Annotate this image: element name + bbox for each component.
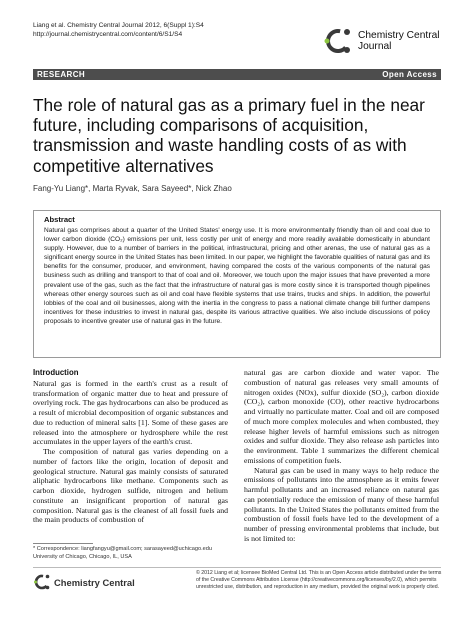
publisher-logo[interactable] xyxy=(33,573,135,591)
body-column-right xyxy=(244,368,439,544)
logo-text-line1: Chemistry Central xyxy=(358,30,440,41)
section-heading-introduction: Introduction xyxy=(33,368,79,377)
citation-url[interactable]: http://journal.chemistrycentral.com/content/6/S1/S4 xyxy=(33,31,183,39)
publisher-name: Chemistry Central xyxy=(54,576,135,588)
body-paragraph: The composition of natural gas varies depending on a number of factors like the origin, location of deposit and geological structure. Natural gas mainly consists of saturated aliphatic hydrocarbons like methane. Components such as carbon dioxide, hydrogen sulfide, nitrogen and helium constitute an insignificant proportion of natural gas composition. Natural gas is the cleanest of all fossil fuels and the main products of combustion of xyxy=(33,447,228,525)
open-access-label: Open Access xyxy=(382,70,437,79)
body-paragraph: natural gas are carbon dioxide and water vapor. The combustion of natural gas releases very small amounts of nitrogen oxides (NOx), sulfur dioxide (SO₂), carbon dioxide (CO₂), carbon monoxide (CO), other reactive hydrocarbons and virtually no particulate matter. Coal and oil are composed of much more complex molecules and when combusted, they release higher levels of harmful emissions such as nitrogen oxides and sulfur dioxide. They also release ash particles into the environment. Table 1 summarizes the different chemical emissions of competition fuels. xyxy=(244,368,439,465)
body-column-left xyxy=(33,368,228,525)
abstract-text: Natural gas comprises about a quarter of the United States' energy use. It is more environmentally friendly than oil and coal due to lower carbon dioxide (CO₂) emissions per unit, less costly per unit of energy and more readily available domestically in abundant supply. However, due to a number of barriers in the political, infrastructural, pricing and other arenas, the use of natural gas as a significant energy source in the United States has been limited. In our paper, we highlight the favorable qualities of natural gas and its benefits for the consumer, producer, and environment, having compared the costs of the various components of the natural gas business such as drilling and transport to that of coal and oil. Moreover, we touch upon the major issues that have prevented a more prevalent use of the gas, such as the fact that the infrastructure of natural gas is more costly since it is transported though pipelines whereas other energy sources such as oil and coal have flexible systems that use trains, trucks and ships. In addition, the powerful lobbies of the coal and oil businesses, along with the inertia in the congress to pass a national climate change bill further dampens incentives for these industries to invest in natural gas, despite its various attractive qualities. We also include discussions of policy proposals to incentive greater use of natural gas in the future. xyxy=(44,227,430,325)
citation-header xyxy=(33,21,204,39)
article-title: The role of natural gas as a primary fuel in the near future, including comparisons of acquisition, transmission and waste handling costs of as with competitive alternatives xyxy=(33,95,425,176)
body-paragraph: Natural gas can be used in many ways to help reduce the emissions of pollutants into the atmosphere as it emits fewer harmful pollutants and an increased reliance on natural gas can potentially reduce the emission of many of these harmful pollutants. In the United States the pollutants emitted from the combustion of fossil fuels have led to the development of a number of pressing environmental problems that include, but is not limited to: xyxy=(244,465,439,543)
abstract-box xyxy=(33,210,441,358)
footnote-divider xyxy=(33,543,93,544)
article-type-band xyxy=(33,69,441,80)
article-type-label: RESEARCH xyxy=(37,70,86,79)
footer-divider xyxy=(33,567,441,568)
author-list: Fang-Yu Liang*, Marta Ryvak, Sara Sayeed*, Nick Zhao xyxy=(33,184,232,193)
journal-logo[interactable] xyxy=(322,26,440,56)
logo-text-line2: Journal xyxy=(358,41,392,52)
correspondence-footnote xyxy=(33,546,233,562)
license-text: © 2012 Liang et al; licensee BioMed Central Ltd. This is an Open Access article distributed under the terms of the Creative Commons Attribution License (http://creativecommons.org/licenses/by/2.0), which permits unrestricted use, distribution, and reproduction in any medium, provided the original work is properly cited. xyxy=(196,570,442,591)
correspondence-emails[interactable]: * Correspondence: liangfangyu@gmail.com; sarasayeed@uchicago.edu xyxy=(33,546,212,552)
abstract-heading: Abstract xyxy=(44,215,75,224)
body-paragraph: Natural gas is formed in the earth's crust as a result of transformation of organic matter due to heat and pressure of overlying rock. The gas hydrocarbons can also be produced as a result of microbial decomposition of organic substances and due to reduction of mineral salts [1]. Some of these gases are released into the atmosphere or hydrosphere while the rest accumulates in the upper layers of the earth's crust. xyxy=(33,378,228,447)
citation-line: Liang et al. Chemistry Central Journal 2012, 6(Suppl 1):S4 xyxy=(33,22,204,29)
chemistry-central-ring-icon xyxy=(322,26,354,56)
affiliation: University of Chicago, Chicago, IL, USA xyxy=(33,553,132,560)
chemistry-central-ring-icon xyxy=(33,573,51,591)
